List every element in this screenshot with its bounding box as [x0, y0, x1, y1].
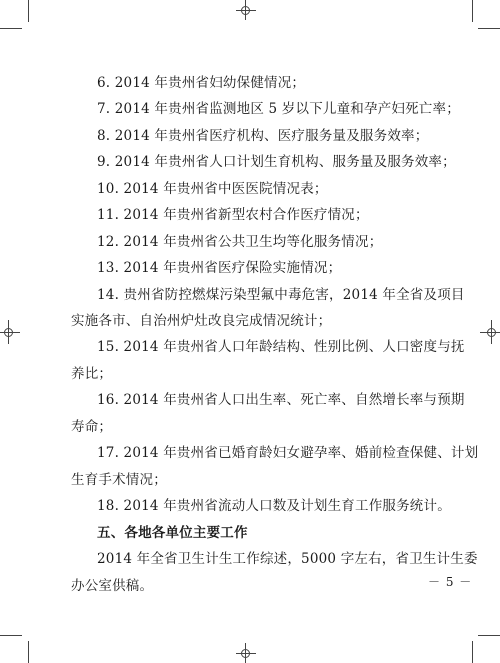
- list-item-13: 13. 2014 年贵州省医疗保险实施情况；: [97, 260, 342, 276]
- list-item-15-line2: 养比；: [71, 366, 113, 382]
- section-paragraph-line1: 2014 年全省卫生计生工作综述，5000 字左右，省卫生计生委: [97, 551, 478, 567]
- list-item-12: 12. 2014 年贵州省公共卫生均等化服务情况；: [97, 234, 383, 250]
- list-item-7: 7. 2014 年贵州省监测地区 5 岁以下儿童和孕产妇死亡率；: [97, 101, 460, 117]
- list-item-14-line2: 实施各市、自治州炉灶改良完成情况统计；: [71, 313, 332, 329]
- registration-mark-bottom: [236, 643, 256, 663]
- list-item-17-line1: 17. 2014 年贵州省已婚育龄妇女避孕率、婚前检查保健、计划: [97, 445, 479, 461]
- list-item-15-line1: 15. 2014 年贵州省人口年龄结构、性别比例、人口密度与抚: [97, 339, 465, 355]
- list-item-11: 11. 2014 年贵州省新型农村合作医疗情况；: [97, 207, 369, 223]
- list-item-18: 18. 2014 年贵州省流动人口数及计划生育工作服务统计。: [97, 498, 451, 514]
- crop-mark-bottom-left: [0, 623, 40, 663]
- list-item-16-line2: 寿命；: [71, 419, 113, 435]
- page-number: － 5 －: [428, 575, 473, 589]
- list-item-10: 10. 2014 年贵州省中医医院情况表；: [97, 181, 328, 197]
- crop-mark-bottom-right: [460, 623, 500, 663]
- list-item-8: 8. 2014 年贵州省医疗机构、医疗服务量及服务效率；: [97, 128, 429, 144]
- list-item-6: 6. 2014 年贵州省妇幼保健情况；: [97, 75, 306, 91]
- list-item-14-line1: 14. 贵州省防控燃煤污染型氟中毒危害，2014 年全省及项目: [97, 287, 465, 303]
- crop-mark-top-left: [0, 0, 40, 40]
- registration-mark-right: [480, 320, 500, 344]
- registration-mark-left: [0, 320, 20, 344]
- section-paragraph-line2: 办公室供稿。: [71, 578, 154, 594]
- section-heading: 五、各地各单位主要工作: [97, 525, 248, 541]
- list-item-17-line2: 生育手术情况；: [71, 472, 167, 488]
- list-item-9: 9. 2014 年贵州省人口计划生育机构、服务量及服务效率；: [97, 154, 456, 170]
- registration-mark-top: [236, 0, 256, 20]
- crop-mark-top-right: [460, 0, 500, 40]
- list-item-16-line1: 16. 2014 年贵州省人口出生率、死亡率、自然增长率与预期: [97, 392, 465, 408]
